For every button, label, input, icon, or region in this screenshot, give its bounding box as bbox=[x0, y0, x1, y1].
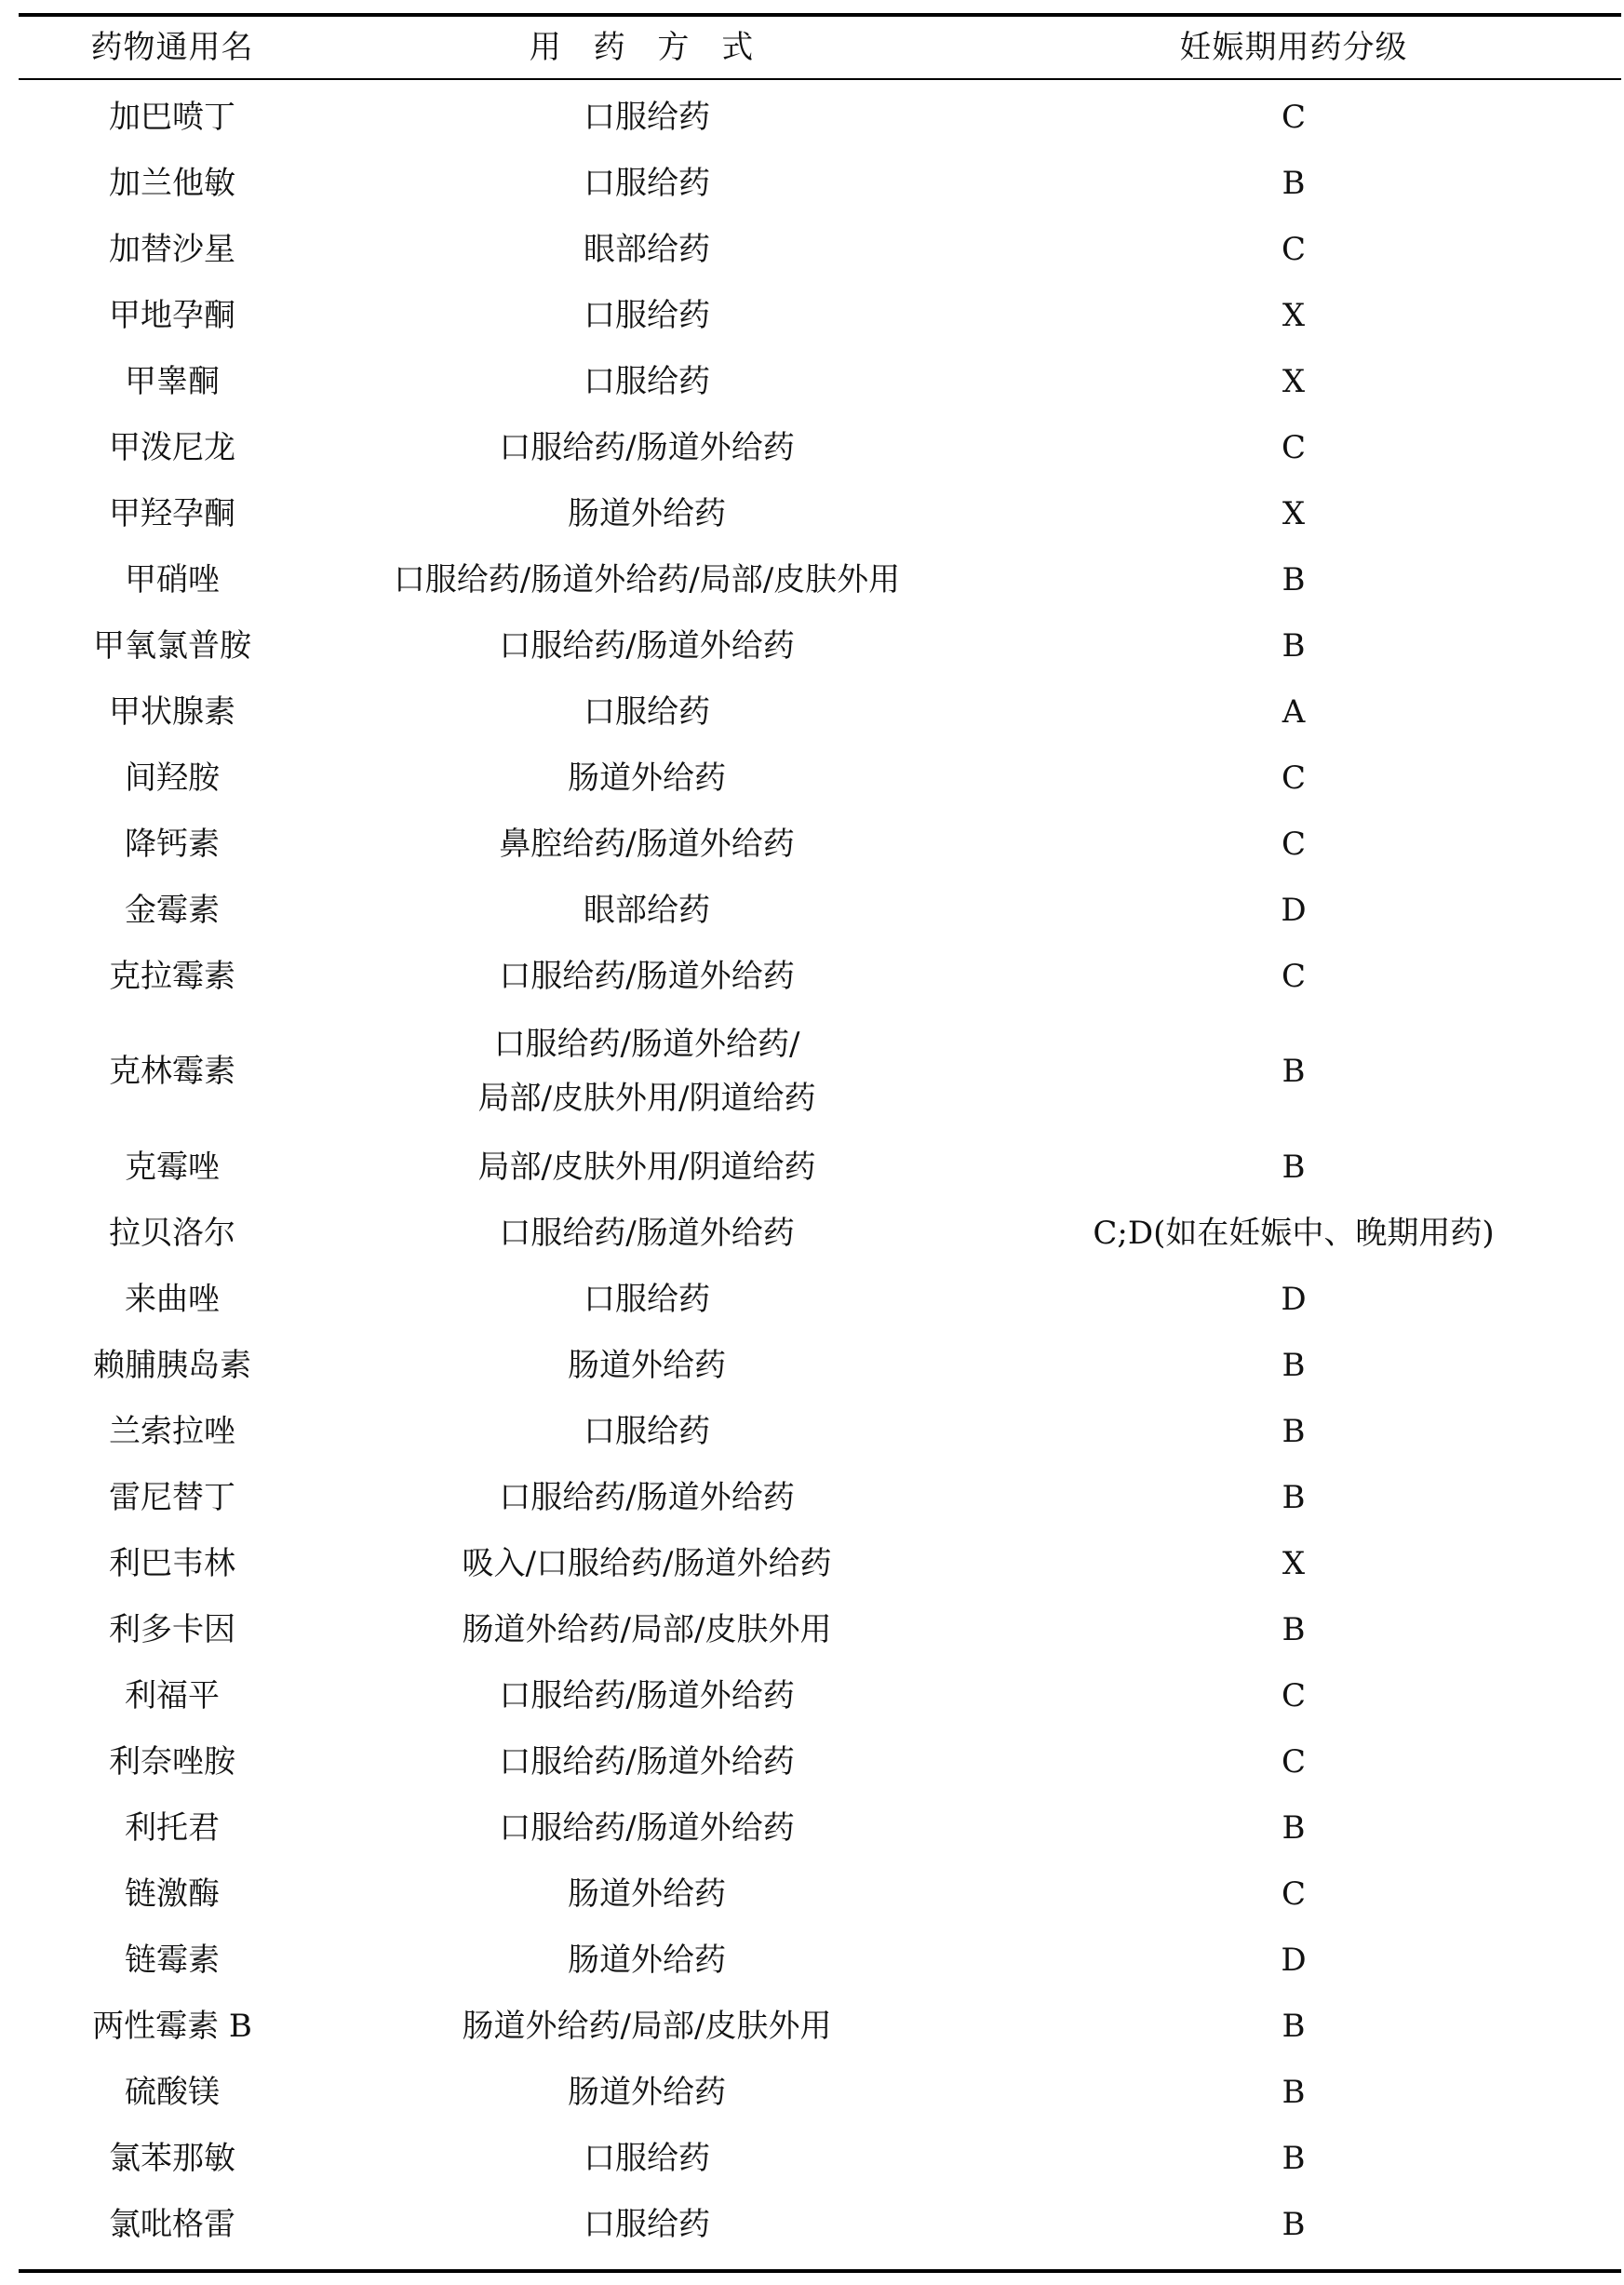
pregnancy-category-cell: C bbox=[1281, 825, 1306, 863]
route-line: 口服给药/肠道外给药 bbox=[499, 428, 795, 466]
route-line: 口服给药 bbox=[584, 1280, 710, 1318]
drug-name-cell: 兰索拉唑 bbox=[109, 1412, 235, 1450]
table-row bbox=[19, 2125, 1621, 2191]
table-row bbox=[19, 546, 1621, 612]
table-row bbox=[19, 480, 1621, 546]
route-line: 口服给药/肠道外给药 bbox=[499, 957, 795, 995]
route-line: 口服给药/肠道外给药/局部/皮肤外用 bbox=[393, 560, 901, 598]
drug-name-cell: 利多卡因 bbox=[109, 1610, 235, 1648]
route-cell bbox=[326, 1735, 968, 1789]
pregnancy-category-cell: D bbox=[1281, 1941, 1307, 1979]
route-line: 口服给药/肠道外给药 bbox=[499, 1742, 795, 1781]
pregnancy-category-cell: B bbox=[1282, 1148, 1306, 1186]
pregnancy-category-cell: X bbox=[1282, 494, 1306, 532]
table-header-rule bbox=[19, 78, 1621, 80]
pregnancy-category-cell: C bbox=[1281, 98, 1306, 136]
route-cell bbox=[326, 487, 968, 541]
table-row bbox=[19, 1596, 1621, 1662]
header-route: 用 药 方 式 bbox=[529, 29, 765, 66]
drug-name-cell: 甲氧氯普胺 bbox=[93, 626, 251, 665]
drug-name-cell: 降钙素 bbox=[125, 825, 220, 863]
route-line: 口服给药 bbox=[584, 296, 710, 334]
route-cell bbox=[326, 949, 968, 1003]
table-row bbox=[19, 1662, 1621, 1728]
drug-name-cell: 利巴韦林 bbox=[109, 1544, 235, 1582]
route-cell bbox=[326, 2065, 968, 2119]
drug-name-cell: 甲状腺素 bbox=[109, 692, 235, 731]
pregnancy-category-cell: A bbox=[1282, 692, 1306, 731]
table-row bbox=[19, 2191, 1621, 2257]
route-line: 口服给药 bbox=[584, 98, 710, 136]
table-header-row bbox=[19, 19, 1621, 76]
route-line: 鼻腔给药/肠道外给药 bbox=[499, 825, 795, 863]
table-row bbox=[19, 1993, 1621, 2059]
pregnancy-category-cell: B bbox=[1282, 560, 1306, 598]
drug-name-cell: 雷尼替丁 bbox=[109, 1478, 235, 1516]
pregnancy-category-cell: C bbox=[1281, 1676, 1306, 1714]
pregnancy-category-cell: B bbox=[1282, 2205, 1306, 2243]
table-row bbox=[19, 811, 1621, 877]
route-cell bbox=[326, 1603, 968, 1657]
pregnancy-category-cell: C bbox=[1281, 230, 1306, 268]
table-row bbox=[19, 1530, 1621, 1596]
drug-name-cell: 利托君 bbox=[125, 1808, 220, 1847]
header-pregnancy-category: 妊娠期用药分级 bbox=[1179, 29, 1408, 66]
route-cell bbox=[326, 2131, 968, 2185]
drug-name-cell: 加巴喷丁 bbox=[109, 98, 235, 136]
route-line: 口服给药 bbox=[584, 164, 710, 202]
drug-name-cell: 氯吡格雷 bbox=[109, 2205, 235, 2243]
route-cell bbox=[326, 1272, 968, 1326]
pregnancy-category-cell: C bbox=[1281, 957, 1306, 995]
table-row bbox=[19, 1464, 1621, 1530]
pregnancy-category-cell: B bbox=[1282, 2073, 1306, 2111]
route-line: 口服给药/肠道外给药 bbox=[499, 1676, 795, 1714]
route-cell bbox=[326, 289, 968, 343]
pregnancy-category-cell: B bbox=[1282, 1053, 1306, 1090]
drug-name-cell: 链霉素 bbox=[125, 1941, 220, 1979]
pregnancy-category-cell: C bbox=[1281, 428, 1306, 466]
drug-name-cell: 硫酸镁 bbox=[125, 2073, 220, 2111]
table-row bbox=[19, 1861, 1621, 1927]
route-cell bbox=[326, 817, 968, 871]
table-row bbox=[19, 1266, 1621, 1332]
drug-name-cell: 链激酶 bbox=[125, 1875, 220, 1913]
route-cell bbox=[326, 222, 968, 276]
table-row bbox=[19, 1927, 1621, 1993]
pregnancy-category-cell: X bbox=[1282, 362, 1306, 400]
drug-name-cell: 两性霉素 B bbox=[92, 2007, 252, 2045]
pregnancy-category-cell: B bbox=[1282, 1610, 1306, 1648]
table-row bbox=[19, 679, 1621, 745]
drug-name-cell: 利福平 bbox=[125, 1676, 220, 1714]
table-row bbox=[19, 84, 1621, 150]
route-line: 肠道外给药 bbox=[568, 1875, 726, 1913]
route-line: 肠道外给药 bbox=[568, 1941, 726, 1979]
route-line: 口服给药/肠道外给药 bbox=[499, 1808, 795, 1847]
route-line: 局部/皮肤外用/阴道给药 bbox=[477, 1080, 816, 1117]
drug-name-cell: 甲硝唑 bbox=[125, 560, 220, 598]
pregnancy-category-cell: B bbox=[1282, 164, 1306, 202]
drug-name-cell: 克霉唑 bbox=[125, 1148, 220, 1186]
route-cell bbox=[326, 619, 968, 673]
route-line: 吸入/口服给药/肠道外给药 bbox=[462, 1544, 832, 1582]
route-line: 眼部给药 bbox=[584, 230, 710, 268]
table-row bbox=[19, 1398, 1621, 1464]
route-line: 口服给药 bbox=[584, 692, 710, 731]
route-cell bbox=[326, 1801, 968, 1855]
route-line: 口服给药/肠道外给药 bbox=[499, 1478, 795, 1516]
route-line: 口服给药/肠道外给药/ bbox=[493, 1026, 800, 1063]
route-cell bbox=[326, 90, 968, 144]
drug-name-cell: 克林霉素 bbox=[109, 1053, 235, 1090]
route-line: 口服给药/肠道外给药 bbox=[499, 626, 795, 665]
table-row bbox=[19, 282, 1621, 348]
pregnancy-category-cell: B bbox=[1282, 2139, 1306, 2177]
table-bottom-rule bbox=[19, 2269, 1621, 2273]
drug-name-cell: 加替沙星 bbox=[109, 230, 235, 268]
route-cell bbox=[326, 1999, 968, 2053]
pregnancy-category-cell: B bbox=[1282, 1808, 1306, 1847]
route-line: 肠道外给药 bbox=[568, 2073, 726, 2111]
route-line: 肠道外给药 bbox=[568, 1346, 726, 1384]
route-line: 肠道外给药 bbox=[568, 494, 726, 532]
drug-name-cell: 来曲唑 bbox=[125, 1280, 220, 1318]
drug-name-cell: 间羟胺 bbox=[125, 759, 220, 797]
table-row bbox=[19, 1009, 1621, 1134]
header-drug-name: 药物通用名 bbox=[90, 29, 254, 66]
drug-name-cell: 甲泼尼龙 bbox=[109, 428, 235, 466]
pregnancy-category-cell: X bbox=[1282, 1544, 1306, 1582]
table-row bbox=[19, 943, 1621, 1009]
pregnancy-category-cell: B bbox=[1282, 1412, 1306, 1450]
route-cell bbox=[326, 1471, 968, 1525]
route-cell bbox=[326, 1669, 968, 1723]
pregnancy-category-cell: X bbox=[1282, 296, 1306, 334]
route-line: 口服给药 bbox=[584, 2139, 710, 2177]
route-cell bbox=[326, 883, 968, 937]
drug-name-cell: 克拉霉素 bbox=[109, 957, 235, 995]
route-line: 口服给药/肠道外给药 bbox=[499, 1214, 795, 1252]
route-cell bbox=[326, 685, 968, 739]
table-row bbox=[19, 1200, 1621, 1266]
route-cell bbox=[326, 1338, 968, 1392]
table-row bbox=[19, 414, 1621, 480]
pregnancy-category-cell: B bbox=[1282, 2007, 1306, 2045]
route-cell bbox=[326, 156, 968, 210]
table-top-rule bbox=[19, 13, 1621, 17]
drug-name-cell: 赖脯胰岛素 bbox=[93, 1346, 251, 1384]
route-line: 口服给药 bbox=[584, 1412, 710, 1450]
pregnancy-category-cell: B bbox=[1282, 1346, 1306, 1384]
route-line: 口服给药 bbox=[584, 2205, 710, 2243]
route-cell bbox=[326, 1017, 968, 1125]
table-row bbox=[19, 1728, 1621, 1794]
pregnancy-category-cell: C bbox=[1281, 1875, 1306, 1913]
route-cell bbox=[326, 1405, 968, 1458]
table-row bbox=[19, 745, 1621, 811]
route-line: 眼部给药 bbox=[584, 891, 710, 929]
pregnancy-category-cell: D bbox=[1281, 1280, 1307, 1318]
table-row bbox=[19, 150, 1621, 216]
table-row bbox=[19, 877, 1621, 943]
pregnancy-category-cell: C bbox=[1281, 1742, 1306, 1781]
pregnancy-category-cell: C bbox=[1281, 759, 1306, 797]
pregnancy-category-cell: B bbox=[1282, 1478, 1306, 1516]
drug-name-cell: 氯苯那敏 bbox=[109, 2139, 235, 2177]
route-cell bbox=[326, 751, 968, 805]
drug-name-cell: 金霉素 bbox=[125, 891, 220, 929]
route-cell bbox=[326, 421, 968, 475]
route-cell bbox=[326, 553, 968, 607]
drug-name-cell: 利奈唑胺 bbox=[109, 1742, 235, 1781]
table-row bbox=[19, 348, 1621, 414]
route-cell bbox=[326, 1537, 968, 1591]
table-row bbox=[19, 1332, 1621, 1398]
pregnancy-category-cell: C;D(如在妊娠中、晚期用药) bbox=[1093, 1214, 1495, 1252]
drug-name-cell: 甲睾酮 bbox=[125, 362, 220, 400]
table-row bbox=[19, 1134, 1621, 1200]
table-row bbox=[19, 612, 1621, 679]
pregnancy-category-cell: B bbox=[1282, 626, 1306, 665]
route-line: 口服给药 bbox=[584, 362, 710, 400]
route-line: 肠道外给药/局部/皮肤外用 bbox=[462, 1610, 832, 1648]
drug-name-cell: 甲地孕酮 bbox=[109, 296, 235, 334]
route-cell bbox=[326, 1867, 968, 1921]
route-line: 局部/皮肤外用/阴道给药 bbox=[477, 1148, 816, 1186]
pregnancy-category-cell: D bbox=[1281, 891, 1307, 929]
drug-name-cell: 甲羟孕酮 bbox=[109, 494, 235, 532]
table-row bbox=[19, 2059, 1621, 2125]
drug-name-cell: 拉贝洛尔 bbox=[109, 1214, 235, 1252]
route-cell bbox=[326, 1140, 968, 1194]
route-line: 肠道外给药/局部/皮肤外用 bbox=[462, 2007, 832, 2045]
drug-name-cell: 加兰他敏 bbox=[109, 164, 235, 202]
route-line: 肠道外给药 bbox=[568, 759, 726, 797]
route-cell bbox=[326, 1206, 968, 1260]
route-cell bbox=[326, 2198, 968, 2251]
route-cell bbox=[326, 1933, 968, 1987]
table-row bbox=[19, 1794, 1621, 1861]
route-cell bbox=[326, 355, 968, 409]
table-row bbox=[19, 216, 1621, 282]
